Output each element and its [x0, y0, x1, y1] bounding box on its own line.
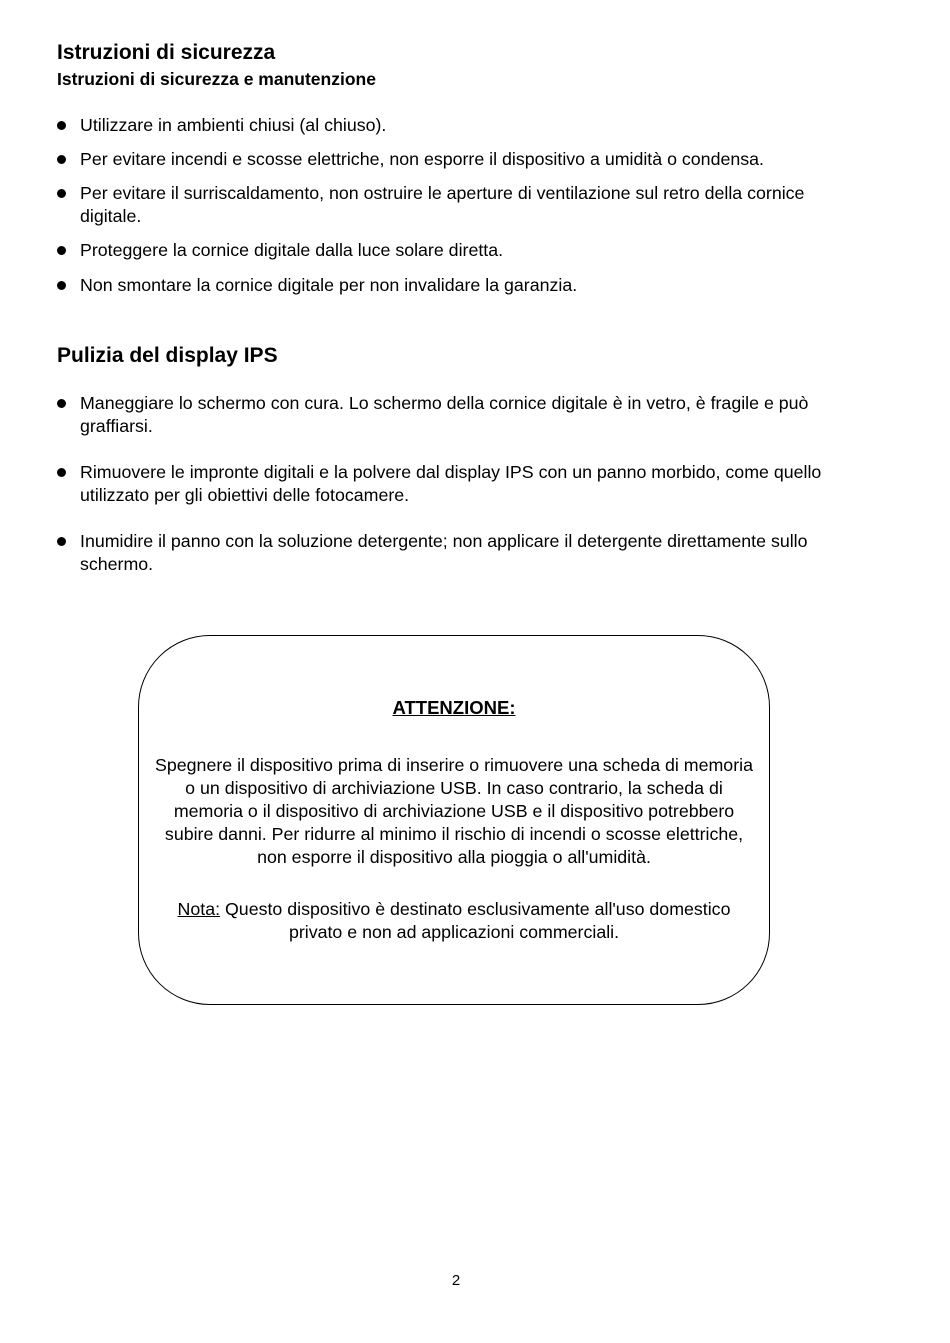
- page-title: Istruzioni di sicurezza: [57, 41, 276, 64]
- list-item-text: Rimuovere le impronte digitali e la polvere dal display IPS con un panno morbido, come quello utilizzato per gli obiettivi delle fotocamere.: [80, 462, 822, 505]
- bullet-icon: [57, 537, 66, 546]
- list-item: [57, 274, 867, 297]
- note-text: Questo dispositivo è destinato esclusivamente all'uso domestico privato e non ad applicazioni commerciali.: [220, 899, 731, 942]
- bullet-icon: [57, 399, 66, 408]
- list-item-text: Inumidire il panno con la soluzione detergente; non applicare il detergente direttamente sullo schermo.: [80, 531, 808, 574]
- list-item: [57, 239, 867, 262]
- warning-note: [155, 898, 753, 944]
- bullet-icon: [57, 246, 66, 255]
- list-item: [57, 148, 867, 171]
- bullet-icon: [57, 121, 66, 130]
- bullet-icon: [57, 155, 66, 164]
- list-item: [57, 182, 867, 228]
- note-label: Nota:: [177, 899, 221, 919]
- list-item-text: Per evitare il surriscaldamento, non ostruire le aperture di ventilazione sul retro della cornice digitale.: [80, 183, 805, 226]
- bullet-icon: [57, 189, 66, 198]
- list-item-text: Per evitare incendi e scosse elettriche, non esporre il dispositivo a umidità o condensa.: [80, 149, 764, 169]
- page-number: 2: [451, 1272, 461, 1289]
- bullet-icon: [57, 281, 66, 290]
- cleaning-section-title: Pulizia del display IPS: [57, 344, 278, 367]
- page-subtitle: Istruzioni di sicurezza e manutenzione: [57, 69, 376, 89]
- list-item-text: Maneggiare lo schermo con cura. Lo schermo della cornice digitale è in vetro, è fragile e può graffiarsi.: [80, 393, 809, 436]
- list-item: [57, 392, 867, 438]
- bullet-icon: [57, 468, 66, 477]
- list-item-text: Proteggere la cornice digitale dalla luce solare diretta.: [80, 240, 504, 260]
- list-item: [57, 114, 867, 137]
- list-item: [57, 530, 867, 576]
- warning-box: [138, 635, 770, 1005]
- warning-title: ATTENZIONE:: [392, 697, 516, 718]
- warning-body: Spegnere il dispositivo prima di inserire o rimuovere una scheda di memoria o un dispositivo di archiviazione USB. In caso contrario, la scheda di memoria o il dispositivo di archiviazione USB e il dispositivo potrebbero subire danni. Per ridurre al minimo il rischio di incendi o scosse elettriche, non esporre il dispositivo alla pioggia o all'umidità.: [155, 755, 753, 867]
- list-item-text: Utilizzare in ambienti chiusi (al chiuso).: [80, 115, 387, 135]
- list-item-text: Non smontare la cornice digitale per non invalidare la garanzia.: [80, 275, 578, 295]
- list-item: [57, 461, 867, 507]
